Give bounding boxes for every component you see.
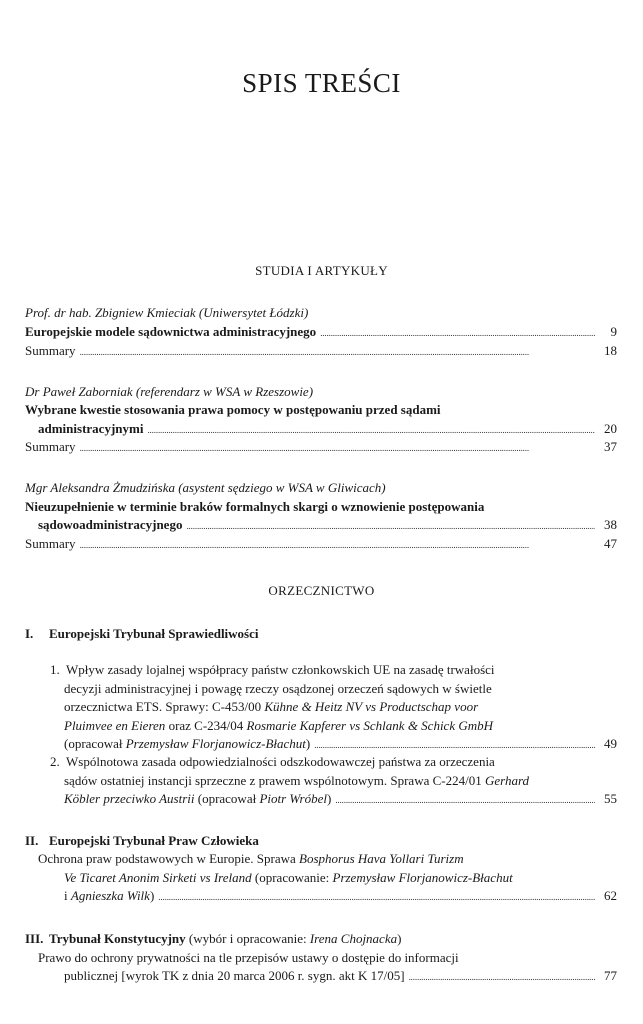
article-3-author: Mgr Aleksandra Żmudzińska (asystent sędziego w WSA w Gliwicach) <box>25 480 386 495</box>
item-2-entry[interactable] <box>64 789 617 808</box>
item-1-text-4b: oraz C-234/04 <box>165 718 247 733</box>
section-iii-suffix-a: (wybór i opracowanie: <box>185 931 310 946</box>
article-2-page: 20 <box>604 421 617 436</box>
article-1-summary-entry[interactable] <box>25 341 617 360</box>
item-1-text-4a: Pluimvee en Eieren <box>64 718 166 733</box>
section-heading-orzecznictwo: ORZECZNICTWO <box>268 583 375 598</box>
item-2-number: 2. <box>50 754 60 769</box>
section-ii-numeral: II. <box>25 833 39 848</box>
item-1-line2: decyzji administracyjnej i powagę rzeczy osądzonej orzeczeń sądowych w świetle <box>64 681 492 696</box>
article-1-author: Prof. dr hab. Zbigniew Kmieciak (Uniwersytet Łódzki) <box>25 305 309 320</box>
page-title: SPIS TREŚCI <box>242 68 401 98</box>
section-ii-text-1b: Bosphorus Hava Yollari Turizm <box>299 851 464 866</box>
section-iii-line1: Prawo do ochrony prywatności na tle przepisów ustawy o dostępie do informacji <box>38 950 459 965</box>
section-i-name: Europejski Trybunał Sprawiedliwości <box>49 626 259 641</box>
item-1-line1 <box>50 660 617 679</box>
article-3-title-line1: Nieuzupełnienie w terminie braków formalnych skargi o wznowienie postępowania <box>25 499 485 514</box>
article-1-title-entry[interactable] <box>25 322 617 341</box>
section-iii-name: Trybunał Konstytucyjny <box>49 931 186 946</box>
article-3-summary-label: Summary <box>25 536 76 551</box>
section-i-heading <box>25 624 617 643</box>
section-iii-text-2: publicznej [wyrok TK z dnia 20 marca 2006 r. sygn. akt K 17/05] <box>64 968 405 983</box>
item-1-text-3a: orzecznictwa ETS. Sprawy: C-453/00 <box>64 699 265 714</box>
section-ii-text-3 <box>64 886 154 905</box>
section-ii-text-1a: Ochrona praw podstawowych w Europie. Sprawa <box>38 851 300 866</box>
article-1-title: Europejskie modele sądownictwa administracyjnego <box>25 324 317 339</box>
section-iii-heading <box>25 929 617 948</box>
section-ii-text-2c: Przemysław Florjanowicz-Błachut <box>332 870 513 885</box>
leader-dots <box>409 968 595 987</box>
article-3-title-line2: sądowoadministracyjnego <box>38 517 183 532</box>
section-ii-line1 <box>38 849 617 868</box>
item-1-text-5b: Przemysław Florjanowicz-Błachut <box>125 736 306 751</box>
item-1-text-5a: (opracował <box>64 736 126 751</box>
item-1-line4 <box>64 716 617 735</box>
section-iii-entry[interactable] <box>64 966 617 985</box>
item-2-text-3 <box>64 789 331 808</box>
item-2-page: 55 <box>604 791 617 806</box>
article-3-summary-entry[interactable] <box>25 534 617 553</box>
section-ii-line2 <box>64 868 617 887</box>
section-heading-studia: STUDIA I ARTYKUŁY <box>255 263 388 278</box>
leader-dots <box>80 536 595 555</box>
item-1-entry[interactable] <box>64 734 617 753</box>
section-ii-entry[interactable] <box>64 886 617 905</box>
section-ii-text-3a: i <box>64 888 71 903</box>
section-ii-text-2a: Ve Ticaret Anonim Sirketi vs Ireland <box>64 870 252 885</box>
item-1-text-5 <box>64 734 310 753</box>
article-2-title-line2: administracyjnymi <box>38 421 144 436</box>
item-2-text-2b: Gerhard <box>484 773 530 788</box>
article-2-author: Dr Paweł Zaborniak (referendarz w WSA w Rzeszowie) <box>25 384 314 399</box>
article-1-summary-label: Summary <box>25 343 76 358</box>
article-2-title-line1: Wybrane kwestie stosowania prawa pomocy w postępowaniu przed sądami <box>25 402 441 417</box>
item-1-page: 49 <box>604 736 617 751</box>
article-2-summary-entry[interactable] <box>25 437 617 456</box>
article-3-page: 38 <box>604 517 617 532</box>
item-2-text-3c: Piotr Wróbel <box>259 791 327 806</box>
section-ii-text-3b: Agnieszka Wilk <box>70 888 150 903</box>
item-1-text-4c: Rosmarie Kapferer vs Schlank & Schick GmbH <box>246 718 494 733</box>
section-i-numeral: I. <box>25 626 34 641</box>
article-1-page: 9 <box>610 324 617 339</box>
item-2-text-3d: ) <box>326 791 332 806</box>
article-3-title-entry[interactable] <box>38 515 617 534</box>
section-ii-heading <box>25 831 617 850</box>
item-2-text-2a: sądów ostatniej instancji sprzeczne z prawem wspólnotowym. Sprawa C-224/01 <box>64 773 485 788</box>
article-3-summary-page: 47 <box>604 536 617 551</box>
item-1-number: 1. <box>50 662 60 677</box>
item-2-line2 <box>64 771 617 790</box>
section-iii-suffix-b: Irena Chojnacka <box>309 931 398 946</box>
item-2-text-3b: (opracował <box>194 791 260 806</box>
section-iii-numeral: III. <box>25 931 44 946</box>
leader-dots <box>335 791 595 810</box>
section-iii-suffix-c: ) <box>397 931 402 946</box>
article-2-summary-page: 37 <box>604 439 617 454</box>
item-1-line3 <box>64 697 617 716</box>
item-1-text-5c: ) <box>305 736 311 751</box>
section-ii-text-3c: ) <box>149 888 155 903</box>
section-iii-page: 77 <box>604 968 617 983</box>
item-2-text-3a: Köbler przeciwko Austrii <box>64 791 195 806</box>
leader-dots <box>80 439 595 458</box>
article-1-summary-page: 18 <box>604 343 617 358</box>
leader-dots <box>80 343 595 362</box>
section-ii-text-2b: (opracowanie: <box>251 870 333 885</box>
section-ii-page: 62 <box>604 888 617 903</box>
article-2-title-entry[interactable] <box>38 419 617 438</box>
item-1-text-1: Wpływ zasady lojalnej współpracy państw członkowskich UE na zasadę trwałości <box>66 662 495 677</box>
section-ii-name: Europejski Trybunał Praw Człowieka <box>49 833 259 848</box>
item-2-line1 <box>50 752 617 771</box>
leader-dots <box>158 888 595 907</box>
article-2-summary-label: Summary <box>25 439 76 454</box>
item-1-text-3b: Kühne & Heitz NV vs Productschap voor <box>264 699 479 714</box>
item-2-text-1: Wspólnotowa zasada odpowiedzialności odszkodowawczej państwa za orzeczenia <box>66 754 495 769</box>
